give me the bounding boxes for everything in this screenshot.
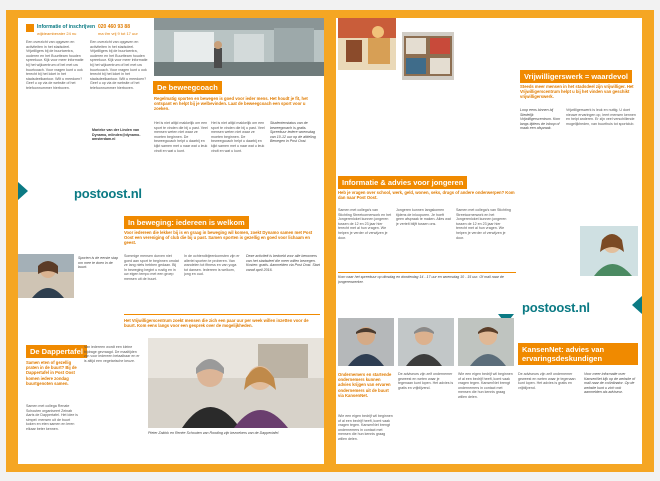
informatie-intro: Heb je vragen over school, werk, geld, wonen, seks, drugs of andere onderwerpen? Kom dan naar Post Oost. <box>338 190 515 201</box>
beweging-body2: In de ochtendbijeenkomsten zijn er allerlei sporten te proberen. Van wandelen tot fitness en van yoga tot dansen. Iedereen is welkom, jong en oud. <box>184 254 240 277</box>
informatie-body: Samen met collega's van Stichting Streetcornerwork en het Jongerenloket kunnen jongeren tussen de 12 en 23 jaar hier terecht met al hun vragen. We helpen je verder of verwijzen je door. <box>338 208 392 240</box>
info-box-title: Informatie of inschrijven <box>37 24 96 30</box>
magazine-spread <box>6 10 654 472</box>
dappertafel-title: De Dappertafel <box>26 345 87 358</box>
strip-rule <box>124 314 320 315</box>
office-photo <box>154 18 324 76</box>
dappertafel-body2: Van iedereen wordt een kleine bijdrage gevraagd. De maaltijden zijn voor iedereen betaalbaar en er is altijd een vegetarische keuze. <box>84 345 140 363</box>
beweging-intro: Voor iedereen die lekker bij is en graag in beweging wil komen, zoekt Dynamo samen met Post Oost een vereniging of club die bij u past. Samen sporten is gezellig en goed voor lichaam en geest. <box>124 230 313 246</box>
strip-text: Het Vrijwilligerscentrum zoekt mensen die zich een paar uur per week willen inzetten voor de buurt. Kom eens langs voor een gesprek over de mogelijkheden. <box>124 318 309 329</box>
informatie-title: Informatie & advies voor jongeren <box>338 176 467 189</box>
beweegcoach-body2: Het is niet altijd makkelijk om een sport te vinden die bij u past. Veel mensen weten niet waar ze moeten beginnen. De beweegcoach helpt u daarbij en kijkt samen met u naar wat u leuk vindt en wat u kunt. <box>211 121 265 153</box>
informatie-rule <box>338 272 516 273</box>
kansennet-body3: Wie een eigen bedrijf wil beginnen of al een bedrijf heeft, komt vaak vragen tegen. KansenNet brengt ondernemers in contact met mensen die hun kennis graag willen delen. <box>458 372 513 399</box>
beweging-title: In beweging: iedereen is welkom <box>124 216 249 229</box>
beweging-sidebar: Deze activiteit is bedoeld voor alle bewoners van het stadsdeel die meer willen bewegen. Kosten: gratis. Aanmelden via Post Oost. Start vanaf april 2016. <box>246 254 320 272</box>
kansennet-title: KansenNet: advies van ervaringsdeskundigen <box>518 343 638 365</box>
brand-logo-1: postoost.nl <box>74 186 142 201</box>
beweegcoach-sidebar: Studentenstatus van de beweegcoach is gratis. Spreekuur iedere woensdag van 10-12 uur op de afdeling Bewegen in Post Oost. <box>270 121 316 144</box>
beweegcoach-title: De beweegcoach <box>153 81 222 94</box>
volunteer-photo <box>580 226 638 276</box>
man-portrait-photo-3 <box>458 318 514 366</box>
vrijwilliger-sidebar: Loop eens binnen bij Stedelijk Vrijwilligerscentrum. Kom langs tijdens de inloop of maak een afspraak. <box>520 108 561 131</box>
brand-triangle-icon-2 <box>632 296 642 314</box>
info-box-days: ma t/m vrij 9 tot 17 uur <box>98 31 138 36</box>
info-box-web: wijkteamberater 24 nu <box>37 31 77 36</box>
kansennet-body2: De adviseurs zijn zelf ondernemer geweest en weten waar je tegenaan kunt lopen. Het advies is gratis en vrijblijvend. <box>398 372 454 390</box>
brand-triangle-icon <box>18 182 28 200</box>
man-portrait-photo-2 <box>398 318 454 366</box>
kansennet-intro: Ondernemers en startende ondernemers kunnen advies krijgen van ervaren ondernemers uit de buurt via KansenNet. <box>338 372 392 398</box>
informatie-footer: Kom naar het spreekuur op dinsdag en donderdag 14 - 17 uur en woensdag 10 - 15 uur. Of mail naar de jongerenwerker. <box>338 275 504 284</box>
vrijwilliger-body: Vrijwilligerswerk is leuk en nuttig. U doet nieuwe ervaringen op, leert mensen kennen en helpt anderen. Er zijn veel verschillende mogelijkheden, van buurthuis tot sportclub. <box>566 108 636 126</box>
beweging-quote: Sporten is de eerste stap om mee te doen in de buurt. <box>78 256 118 270</box>
mural-photo <box>338 18 396 70</box>
info-box-text-col1: Een overzicht van opgaven en activiteiten in het stadsdeel. Vrijwilligers bij de buurtcentra, ouderen en het Buurtteam houden spreekuur. Kijk voor meer informatie bij het wijkcentrum of bel met uw buurtcoach. Voor vragen kunt u ook terecht bij het loket in het stadsdeelkantoor. Wilt u meedoen? Geef u op via de website of het telefoonnummer hierboven. <box>26 40 84 90</box>
woman-portrait-photo <box>18 254 74 298</box>
info-box-text-col2: Een overzicht van opgaven en activiteiten in het stadsdeel. Vrijwilligers bij de buurtcentra, ouderen en het Buurtteam houden spreekuur. Kijk voor meer informatie bij het wijkcentrum of bel met uw buurtcoach. Voor vragen kunt u ook terecht bij het loket in het stadsdeelkantoor. Wilt u meedoen? Geef u op via de website of het telefoonnummer hierboven. <box>90 40 148 90</box>
beweegcoach-body: Het is niet altijd makkelijk om een sport te vinden die bij u past. Veel mensen weten niet waar ze moeten beginnen. De beweegcoach helpt u daarbij en kijkt samen met u naar wat u leuk vindt en wat u kunt. <box>154 121 208 153</box>
info-box-phone: 020 460 93 88 <box>98 24 130 30</box>
beweegcoach-intro: Regelmatig sporten en bewegen is goed voor ieder mens. Het houdt je fit, het ontspant en helpt bij je welbevinden. Laat de beweegcoach een sport voor u zoeken. <box>154 96 308 112</box>
beweegcoach-contact: Marieke van der Linden van Dynamo, mlinden@dynamo-amsterdam.nl <box>92 128 141 142</box>
vrijwilliger-intro: Steeds meer mensen in het stadsdeel zijn vrijwilliger. Het Vrijwilligerscentrum helpt u bij het vinden van geschikt vrijwilligerswerk. <box>520 84 634 100</box>
vrijwilliger-title: Vrijwilligerswerk = waardevol <box>520 70 632 83</box>
bookshelf-photo <box>402 32 454 80</box>
informatie-body3: Samen met collega's van Stichting Streetcornerwork en het Jongerenloket kunnen jongeren tussen de 12 en 23 jaar hier terecht met al hun vragen. We helpen je verder of verwijzen je door. <box>456 208 511 240</box>
kansennet-body: Wie een eigen bedrijf wil beginnen of al een bedrijf heeft, komt vaak vragen tegen. KansenNet brengt ondernemers in contact met mensen die hun kennis graag willen delen. <box>338 414 393 441</box>
couple-photo-caption: Pieter Zaklok en Renée Schouten van Rooding zijn bezoekers van de Dappertafel. <box>148 431 280 435</box>
brand-logo-2: postoost.nl <box>522 300 590 315</box>
left-page <box>18 18 324 464</box>
right-page <box>336 18 642 464</box>
kansennet-body4: De adviseurs zijn zelf ondernemer geweest en weten waar je tegenaan kunt lopen. Het advies is gratis en vrijblijvend. <box>518 372 576 390</box>
couple-photo <box>148 338 324 428</box>
beweging-body: Sommige mensen durven niet goed aan sport te beginnen omdat ze lang niets hebben gedaan. Bij In beweging begint u rustig en in uw eigen tempo met een groep mensen uit de buurt. <box>124 254 179 281</box>
dappertafel-body: Samen met collega Renate Schouten organiseert Zeinab Aarts de Dappertafel. Het idee is simpel: mensen uit de buurt koken en eten samen en leren elkaar beter kennen. <box>26 404 78 431</box>
informatie-body2: Jongeren kunnen langskomen tijdens de inloopuren. Je hoeft geen afspraak te maken. Alles wat je vertelt blijft tussen ons. <box>396 208 451 226</box>
kansennet-sidebar: Voor meer informatie over KansenNet kijk op de website of mail naar de coördinator. Op de website kunt u zich ook aanmelden als adviseur. <box>584 372 636 395</box>
man-portrait-photo-1 <box>338 318 394 366</box>
dappertafel-intro: Samen eten of gezellig praten in de buurt? Bij de Dappertafel in Post Oost komen iedere zondag buurtgenoten samen. <box>26 360 77 386</box>
